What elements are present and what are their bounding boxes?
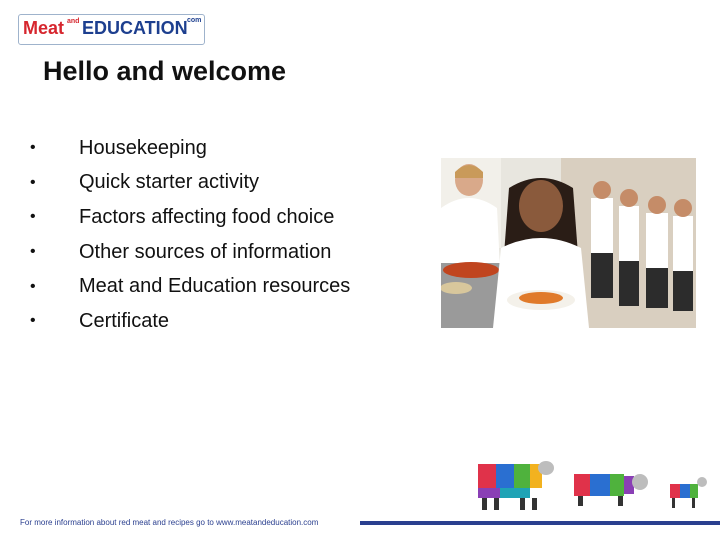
logo-and-text: and [67, 18, 80, 25]
meat-and-education-logo [18, 14, 205, 45]
agenda-item [30, 200, 350, 235]
agenda-item [30, 166, 350, 201]
footer-info-text: For more information about red meat and recipes go to www.meatandeducation.com [20, 518, 319, 527]
agenda-item-label: Factors affecting food choice [79, 205, 335, 228]
school-dinner-photo [441, 158, 696, 328]
lamb-icon [670, 477, 707, 508]
agenda-item-label: Certificate [79, 309, 170, 332]
agenda-item-label: Other sources of information [79, 240, 332, 263]
logo-education-text: EDUCATION [82, 18, 188, 38]
bullet-icon: • [30, 139, 36, 157]
agenda-item [30, 131, 350, 166]
logo-meat-text: Meat [23, 18, 65, 38]
footer-rule [360, 521, 720, 525]
logo-com-text: .com [185, 17, 202, 24]
agenda-item [30, 304, 350, 339]
bullet-icon: • [30, 277, 36, 295]
bullet-icon: • [30, 173, 36, 191]
agenda-item-label: Housekeeping [79, 136, 207, 159]
bullet-icon: • [30, 312, 36, 330]
agenda-item-label: Meat and Education resources [79, 275, 351, 298]
meat-cuts-animals-illustration [470, 454, 710, 516]
agenda-item [30, 235, 350, 270]
bullet-icon: • [30, 208, 36, 226]
agenda-item [30, 269, 350, 304]
pig-icon [574, 474, 648, 506]
bullet-icon: • [30, 243, 36, 261]
cow-icon [478, 461, 554, 510]
slide-title: Hello and welcome [43, 56, 287, 86]
agenda-item-label: Quick starter activity [79, 171, 260, 194]
agenda-list [30, 131, 350, 339]
